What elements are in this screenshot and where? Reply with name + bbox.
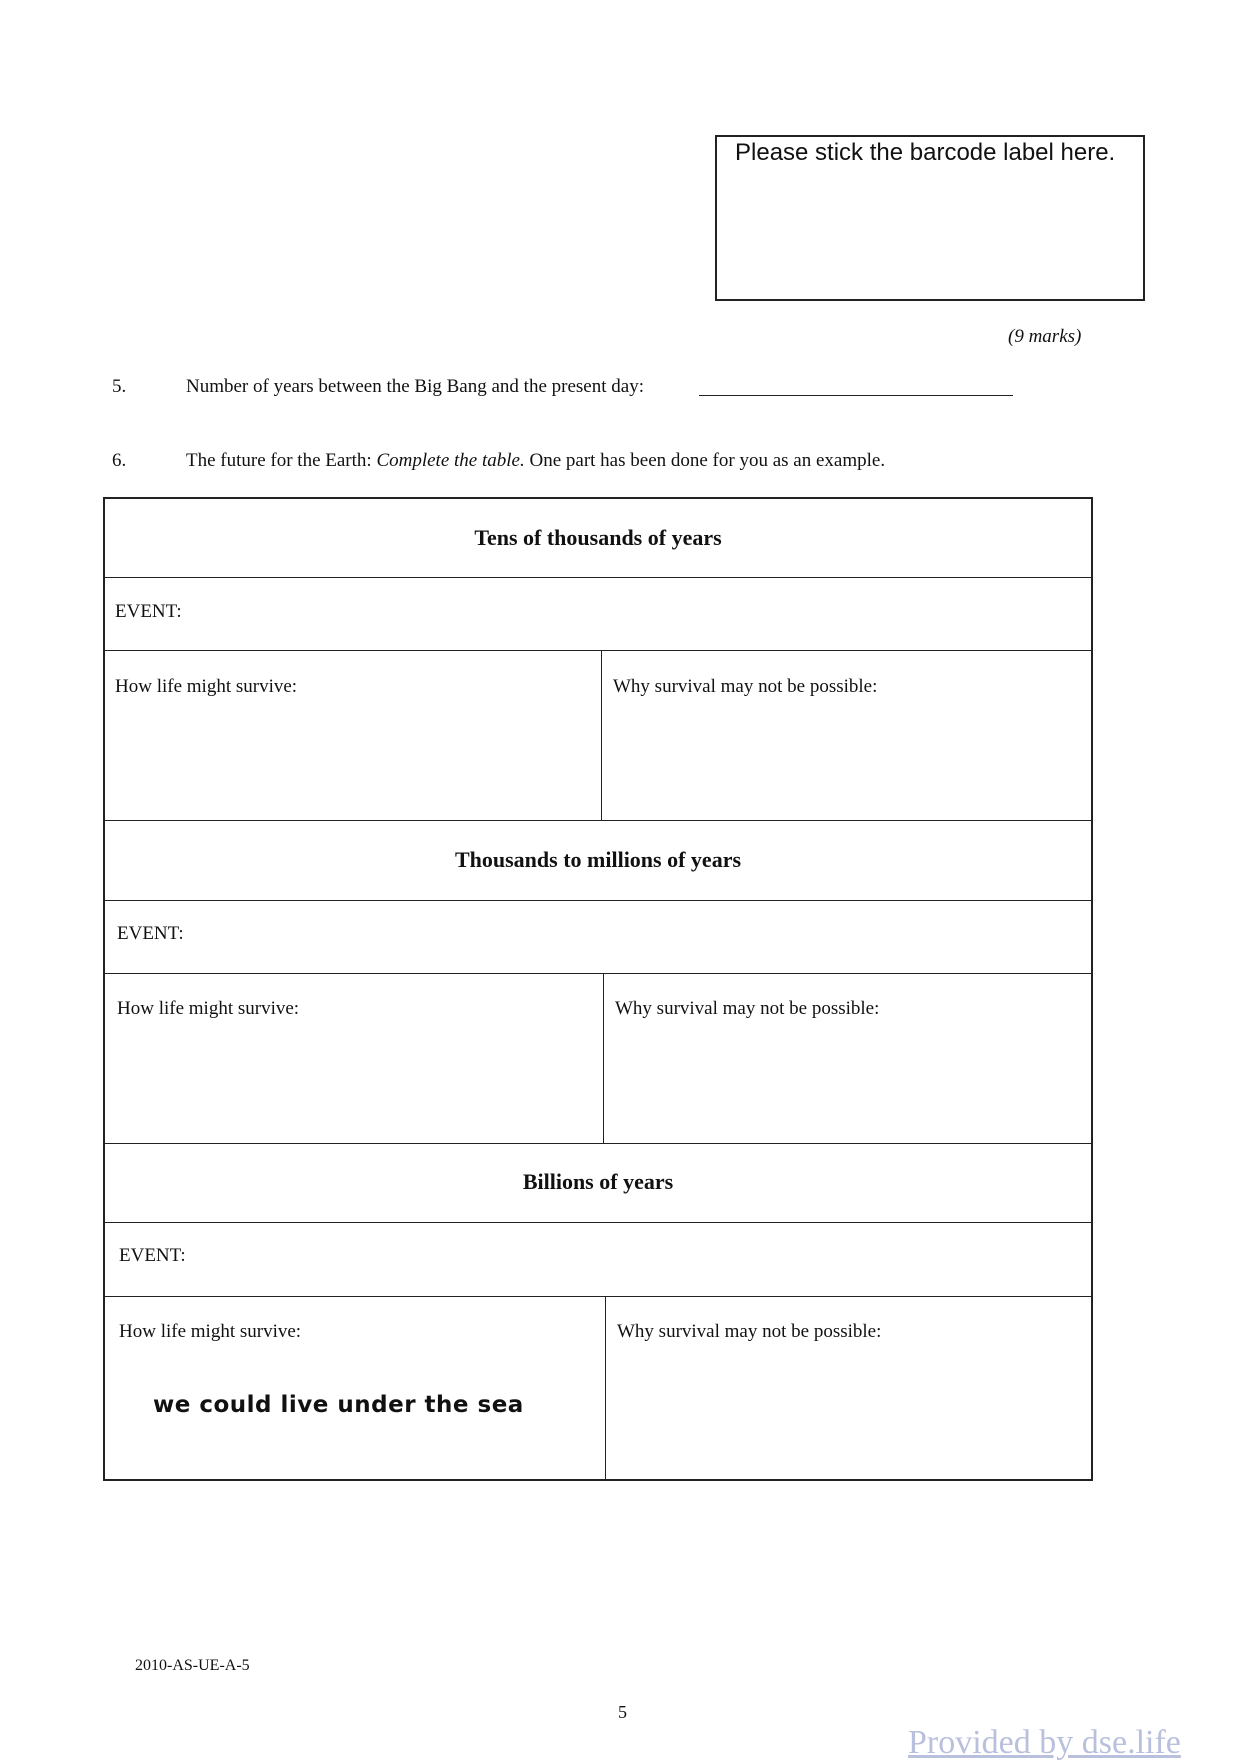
section-1-not-possible-label: Why survival may not be possible: — [613, 676, 878, 697]
marks-label: (9 marks) — [1008, 326, 1082, 347]
section-1-title: Tens of thousands of years — [474, 525, 722, 550]
section-2-title: Thousands to millions of years — [454, 847, 742, 872]
question-6-text-rest: One part has been done for you as an example. — [529, 450, 886, 471]
watermark-link[interactable]: Provided by dse.life — [908, 1724, 1181, 1761]
section-3-survive-answer[interactable]: we could live under the sea — [153, 1392, 524, 1418]
question-5-answer-line[interactable] — [699, 395, 1013, 396]
question-6-text — [186, 450, 885, 472]
section-1-event-label: EVENT: — [115, 601, 182, 622]
barcode-label-box — [715, 135, 1145, 301]
future-earth-table — [103, 497, 1093, 1481]
page-number: 5 — [618, 1702, 627, 1722]
section-3-not-possible-label: Why survival may not be possible: — [617, 1321, 882, 1342]
section-2-not-possible-label: Why survival may not be possible: — [615, 998, 880, 1019]
question-5-number: 5. — [112, 376, 127, 397]
question-5-text: Number of years between the Big Bang and the present day: — [186, 376, 644, 397]
question-6-text-italic: Complete the table. — [376, 450, 525, 471]
section-3-survive-label: How life might survive: — [119, 1321, 302, 1342]
barcode-label-text: Please stick the barcode label here. — [735, 139, 1116, 166]
section-3-title: Billions of years — [522, 1169, 674, 1194]
section-2-event-label: EVENT: — [117, 923, 184, 944]
section-1-survive-label: How life might survive: — [115, 676, 298, 697]
section-3-event-label: EVENT: — [119, 1245, 186, 1266]
question-6-text-plain: The future for the Earth: — [186, 450, 372, 471]
section-2-survive-label: How life might survive: — [117, 998, 300, 1019]
question-6-number: 6. — [112, 450, 127, 471]
paper-code: 2010-AS-UE-A-5 — [135, 1657, 250, 1674]
